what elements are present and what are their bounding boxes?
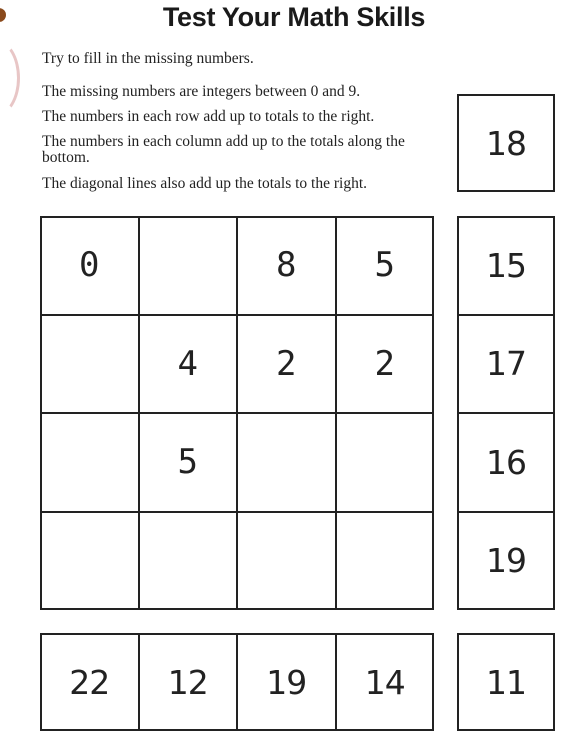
grid-cell-r1-c1: 0 xyxy=(40,216,139,315)
page-title: Test Your Math Skills xyxy=(162,2,426,32)
grid-cell-r4-c3[interactable] xyxy=(237,512,336,611)
column-total-3: 19 xyxy=(237,633,336,731)
row-total-1: 15 xyxy=(457,216,555,315)
grid-cell-r2-c4: 2 xyxy=(336,315,435,414)
instruction-line: The diagonal lines also add up the totals to the right. xyxy=(42,175,368,192)
column-total-1: 22 xyxy=(40,633,139,731)
grid-cell-r3-c2: 5 xyxy=(139,413,238,512)
grid-cell-r2-c3: 2 xyxy=(237,315,336,414)
instruction-line: The numbers in each row add up to totals to the right. xyxy=(42,108,375,125)
grid-cell-r2-c2: 4 xyxy=(139,315,238,414)
grid-cell-r4-c1[interactable] xyxy=(40,512,139,611)
column-total-2: 12 xyxy=(139,633,238,731)
grid-cell-r3-c4[interactable] xyxy=(336,413,435,512)
row-total-2: 17 xyxy=(457,315,555,414)
grid-cell-r3-c1[interactable] xyxy=(40,413,139,512)
diagonal-total-bottom: 11 xyxy=(457,633,555,731)
grid-cell-r3-c3[interactable] xyxy=(237,413,336,512)
instruction-line: Try to fill in the missing numbers. xyxy=(42,50,254,67)
grid-cell-r1-c3: 8 xyxy=(237,216,336,315)
grid-cell-r1-c2[interactable] xyxy=(139,216,238,315)
corner-arc-decoration xyxy=(0,40,20,116)
instruction-line: The numbers in each column add up to the totals along the bottom. xyxy=(42,133,405,166)
column-total-4: 14 xyxy=(336,633,435,731)
grid-cell-r1-c4: 5 xyxy=(336,216,435,315)
diagonal-total-top: 18 xyxy=(457,94,555,192)
grid-cell-r4-c4[interactable] xyxy=(336,512,435,611)
row-total-3: 16 xyxy=(457,413,555,512)
instruction-line: The missing numbers are integers between 0 and 9. xyxy=(42,83,361,100)
grid-cell-r4-c2[interactable] xyxy=(139,512,238,611)
row-total-4: 19 xyxy=(457,512,555,611)
grid-cell-r2-c1[interactable] xyxy=(40,315,139,414)
